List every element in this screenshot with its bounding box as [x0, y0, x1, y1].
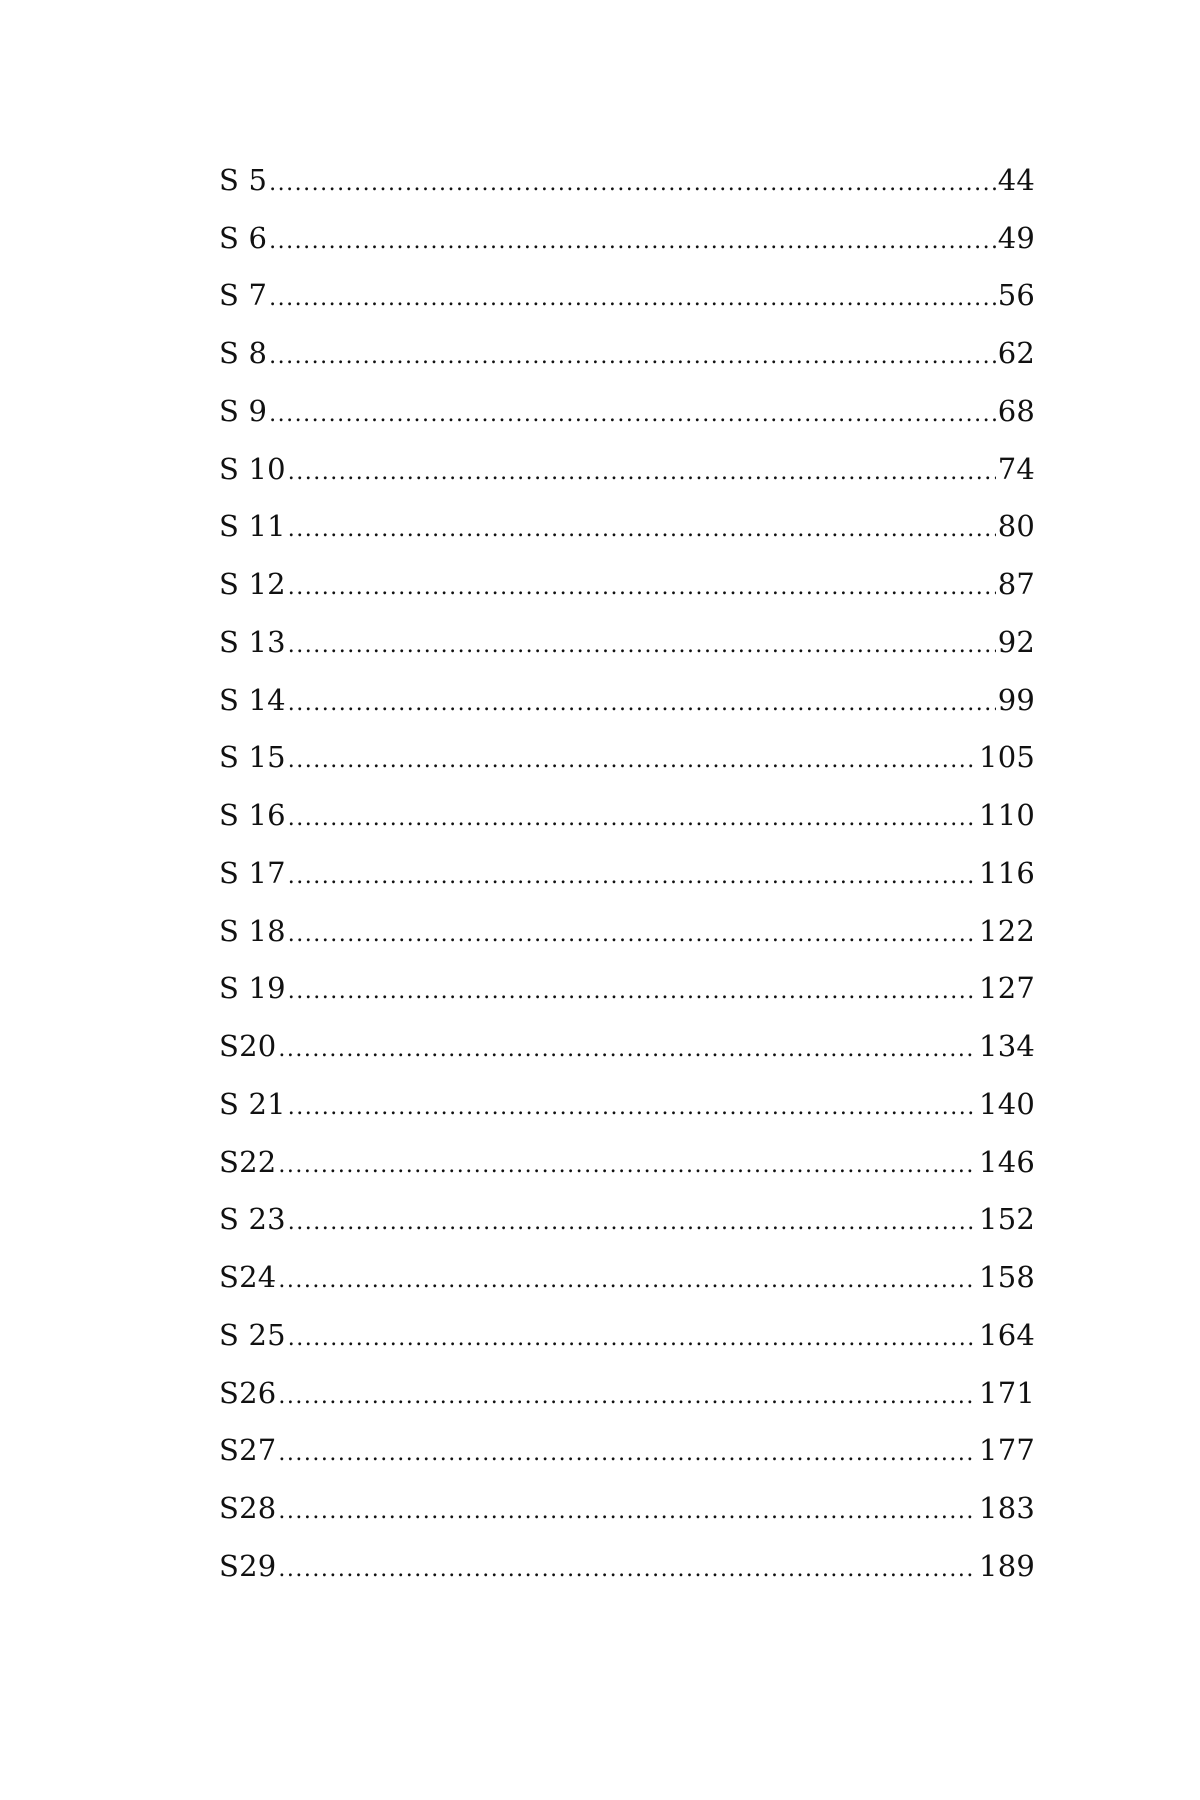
toc-entry[interactable]: [219, 844, 1035, 902]
toc-entry-label: S 11: [219, 509, 286, 544]
toc-entry[interactable]: [219, 729, 1035, 787]
toc-entry-label: S 12: [219, 567, 286, 602]
toc-dot-leader: [288, 981, 977, 1003]
toc-entry-label: S26: [219, 1375, 277, 1410]
toc-entry-page: 140: [979, 1086, 1035, 1121]
toc-dot-leader: [269, 346, 996, 368]
toc-entry-label: S 25: [219, 1317, 286, 1352]
toc-entry[interactable]: [219, 1191, 1035, 1249]
table-of-contents: [219, 151, 1035, 1595]
toc-entry[interactable]: [219, 1017, 1035, 1075]
toc-dot-leader: [278, 1501, 977, 1523]
toc-dot-leader: [278, 1155, 977, 1177]
toc-entry-page: 87: [997, 567, 1035, 602]
toc-dot-leader: [288, 635, 996, 657]
toc-entry[interactable]: [219, 786, 1035, 844]
toc-entry-page: 127: [979, 971, 1035, 1006]
toc-entry-page: 105: [979, 740, 1035, 775]
toc-dot-leader: [278, 1559, 977, 1581]
toc-entry[interactable]: [219, 555, 1035, 613]
toc-entry-label: S 5: [219, 162, 268, 197]
toc-dot-leader: [269, 173, 996, 195]
toc-entry-label: S 18: [219, 913, 286, 948]
toc-entry[interactable]: [219, 671, 1035, 729]
toc-entry-page: 68: [997, 393, 1035, 428]
toc-dot-leader: [288, 693, 996, 715]
toc-entry-label: S 21: [219, 1086, 286, 1121]
toc-dot-leader: [288, 1328, 977, 1350]
toc-dot-leader: [288, 808, 977, 830]
toc-entry-page: 171: [979, 1375, 1035, 1410]
toc-dot-leader: [288, 462, 996, 484]
toc-entry-label: S 6: [219, 220, 268, 255]
toc-entry[interactable]: [219, 902, 1035, 960]
toc-dot-leader: [269, 404, 996, 426]
toc-entry[interactable]: [219, 498, 1035, 556]
toc-entry-label: S24: [219, 1260, 277, 1295]
toc-entry[interactable]: [219, 613, 1035, 671]
toc-entry[interactable]: [219, 1422, 1035, 1480]
toc-dot-leader: [269, 288, 996, 310]
toc-entry-label: S28: [219, 1491, 277, 1526]
toc-entry[interactable]: [219, 440, 1035, 498]
toc-entry[interactable]: [219, 1306, 1035, 1364]
toc-entry-page: 116: [979, 855, 1035, 890]
toc-dot-leader: [288, 577, 996, 599]
toc-dot-leader: [278, 1386, 977, 1408]
toc-entry-label: S27: [219, 1433, 277, 1468]
toc-entry[interactable]: [219, 1479, 1035, 1537]
toc-entry-page: 158: [979, 1260, 1035, 1295]
toc-entry[interactable]: [219, 1364, 1035, 1422]
toc-entry-label: S 10: [219, 451, 286, 486]
toc-dot-leader: [288, 866, 977, 888]
toc-entry-label: S 16: [219, 798, 286, 833]
toc-entry-page: 92: [997, 624, 1035, 659]
toc-entry-label: S 15: [219, 740, 286, 775]
toc-entry-label: S20: [219, 1029, 277, 1064]
toc-entry[interactable]: [219, 382, 1035, 440]
toc-entry-page: 183: [979, 1491, 1035, 1526]
toc-entry-page: 177: [979, 1433, 1035, 1468]
toc-entry-label: S 23: [219, 1202, 286, 1237]
toc-entry[interactable]: [219, 267, 1035, 325]
toc-dot-leader: [288, 924, 977, 946]
toc-entry-label: S 7: [219, 278, 268, 313]
toc-dot-leader: [278, 1270, 977, 1292]
toc-entry-page: 44: [997, 162, 1035, 197]
toc-entry-page: 164: [979, 1317, 1035, 1352]
toc-entry-page: 146: [979, 1144, 1035, 1179]
toc-entry-page: 80: [997, 509, 1035, 544]
toc-entry[interactable]: [219, 151, 1035, 209]
toc-dot-leader: [269, 231, 996, 253]
toc-entry-page: 134: [979, 1029, 1035, 1064]
toc-dot-leader: [288, 1097, 977, 1119]
toc-entry[interactable]: [219, 960, 1035, 1018]
toc-entry[interactable]: [219, 1248, 1035, 1306]
toc-entry-label: S 17: [219, 855, 286, 890]
toc-entry[interactable]: [219, 1133, 1035, 1191]
toc-entry-page: 189: [979, 1548, 1035, 1583]
toc-entry-page: 62: [997, 336, 1035, 371]
toc-entry-page: 49: [997, 220, 1035, 255]
toc-entry-label: S29: [219, 1548, 277, 1583]
toc-entry-page: 122: [979, 913, 1035, 948]
toc-entry[interactable]: [219, 1075, 1035, 1133]
toc-dot-leader: [288, 519, 996, 541]
toc-entry-label: S 13: [219, 624, 286, 659]
toc-entry[interactable]: [219, 209, 1035, 267]
toc-dot-leader: [278, 1039, 977, 1061]
toc-entry[interactable]: [219, 324, 1035, 382]
toc-entry-label: S 14: [219, 682, 286, 717]
toc-entry-page: 99: [997, 682, 1035, 717]
toc-entry-label: S 19: [219, 971, 286, 1006]
toc-dot-leader: [288, 750, 977, 772]
toc-entry-label: S 8: [219, 336, 268, 371]
toc-entry[interactable]: [219, 1537, 1035, 1595]
toc-entry-label: S 9: [219, 393, 268, 428]
toc-entry-page: 152: [979, 1202, 1035, 1237]
toc-dot-leader: [278, 1443, 977, 1465]
toc-entry-page: 56: [997, 278, 1035, 313]
toc-entry-page: 74: [997, 451, 1035, 486]
toc-entry-label: S22: [219, 1144, 277, 1179]
toc-entry-page: 110: [979, 798, 1035, 833]
toc-dot-leader: [288, 1212, 977, 1234]
